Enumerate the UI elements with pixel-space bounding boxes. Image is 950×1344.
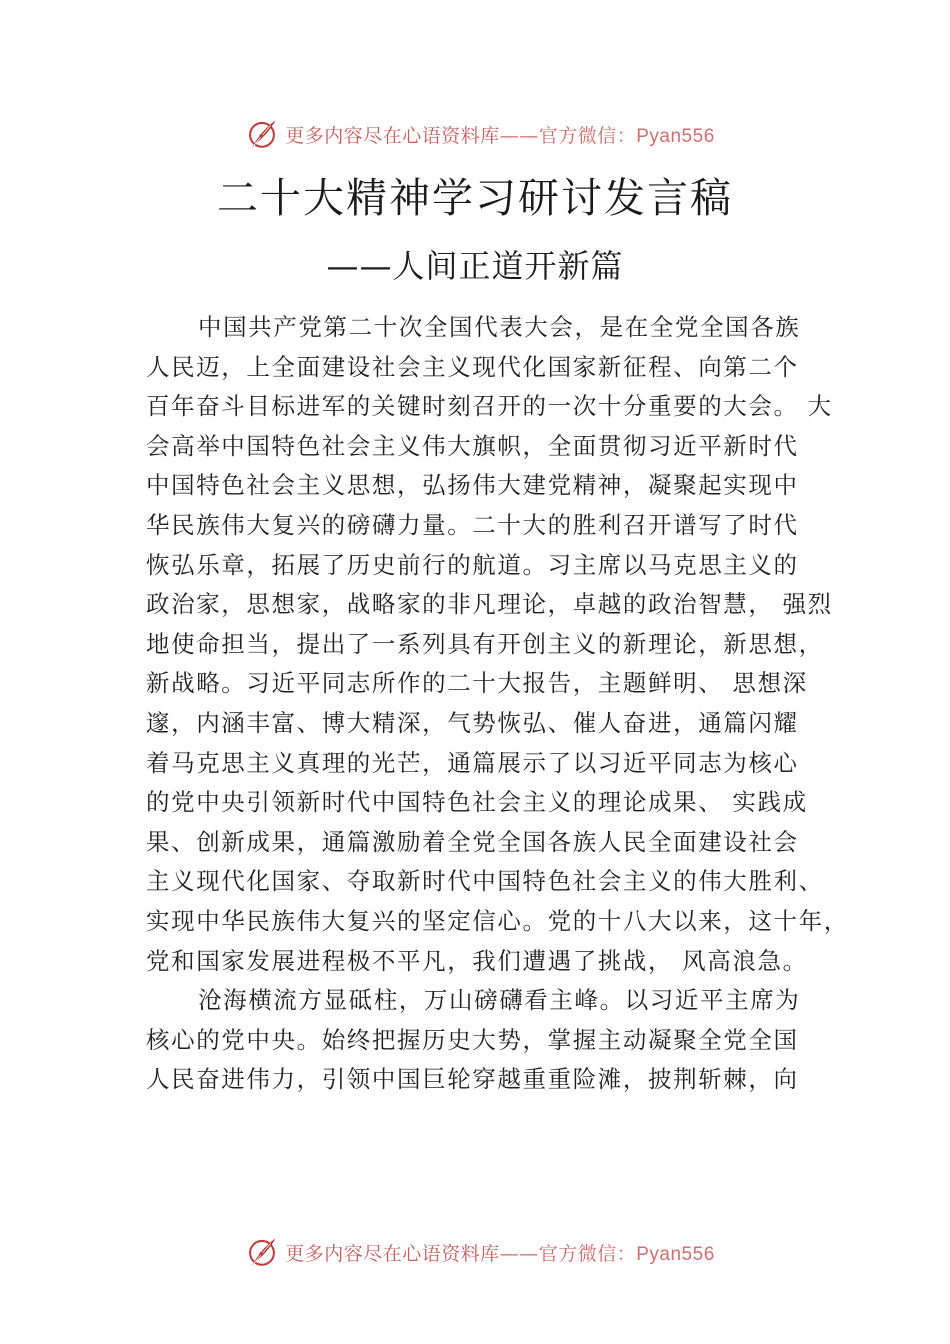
body-line: 恢弘乐章，拓展了历史前行的航道。习主席以马克思主义的 [146,550,799,579]
body-line: 华民族伟大复兴的磅礴力量。二十大的胜利召开谱写了时代 [146,510,799,539]
watermark-text [285,1239,715,1266]
watermark-dash: —— [499,124,539,147]
quill-pen-circle-icon [245,1235,279,1269]
body-line: 新战略。习近平同志所作的二十大报告，主题鲜明、 思想深 [146,669,808,698]
body-line: 人民迈，上全面建设社会主义现代化国家新征程、向第二个 [146,352,799,381]
document-body [146,308,849,1100]
watermark-contact-label: 官方微信： [538,1242,637,1265]
watermark-brand: 更多内容尽在心语资料库 [285,1242,500,1265]
body-line: 果、创新成果，通篇激励着全党全国各族人民全面建设社会 [146,827,799,856]
body-line: 着马克思主义真理的光芒，通篇展示了以习近平同志为核心 [146,748,799,777]
watermark-group [245,1235,715,1269]
body-line: 主义现代化国家、夺取新时代中国特色社会主义的伟大胜利、 [146,867,824,896]
body-line: 会高举中国特色社会主义伟大旗帜，全面贯彻习近平新时代 [146,431,799,460]
watermark-contact-id: Pyan556 [636,1243,715,1265]
watermark-header [0,112,950,156]
watermark-footer [0,1230,950,1274]
body-line: 人民奋进伟力，引领中国巨轮穿越重重险滩，披荆斩棘，向 [146,1065,799,1094]
body-line: 的党中央引领新时代中国特色社会主义的理论成果、 实践成 [146,788,808,817]
body-line: 百年奋斗目标进军的关键时刻召开的一次十分重要的大会。 大 [146,392,833,421]
body-line: 政治家，思想家，战略家的非凡理论，卓越的政治智慧， 强烈 [146,590,833,619]
body-line: 党和国家发展进程极不平凡，我们遭遇了挑战， 风高浪急。 [146,946,808,975]
watermark-dash: —— [499,1242,539,1265]
watermark-text [285,121,715,148]
body-line: 实现中华民族伟大复兴的坚定信心。党的十八大以来，这十年， [146,906,849,935]
watermark-brand: 更多内容尽在心语资料库 [285,124,500,147]
body-line: 中国特色社会主义思想，弘扬伟大建党精神，凝聚起实现中 [146,471,799,500]
document-subtitle: ——人间正道开新篇 [326,247,624,285]
document-title: 二十大精神学习研讨发言稿 [217,174,733,222]
body-line: 中国共产党第二十次全国代表大会，是在全党全国各族 [198,313,801,341]
body-line: 核心的党中央。始终把握历史大势，掌握主动凝聚全党全国 [146,1025,799,1054]
body-line: 沧海横流方显砥柱，万山磅礴看主峰。以习近平主席为 [198,986,801,1015]
watermark-group [245,117,715,151]
watermark-contact-label: 官方微信： [538,124,637,147]
quill-pen-circle-icon [245,117,279,151]
watermark-contact-id: Pyan556 [636,125,715,147]
body-line: 邃，内涵丰富、博大精深，气势恢弘、催人奋进，通篇闪耀 [146,708,799,737]
body-line: 地使命担当，提出了一系列具有开创主义的新理论，新思想， [146,629,824,658]
